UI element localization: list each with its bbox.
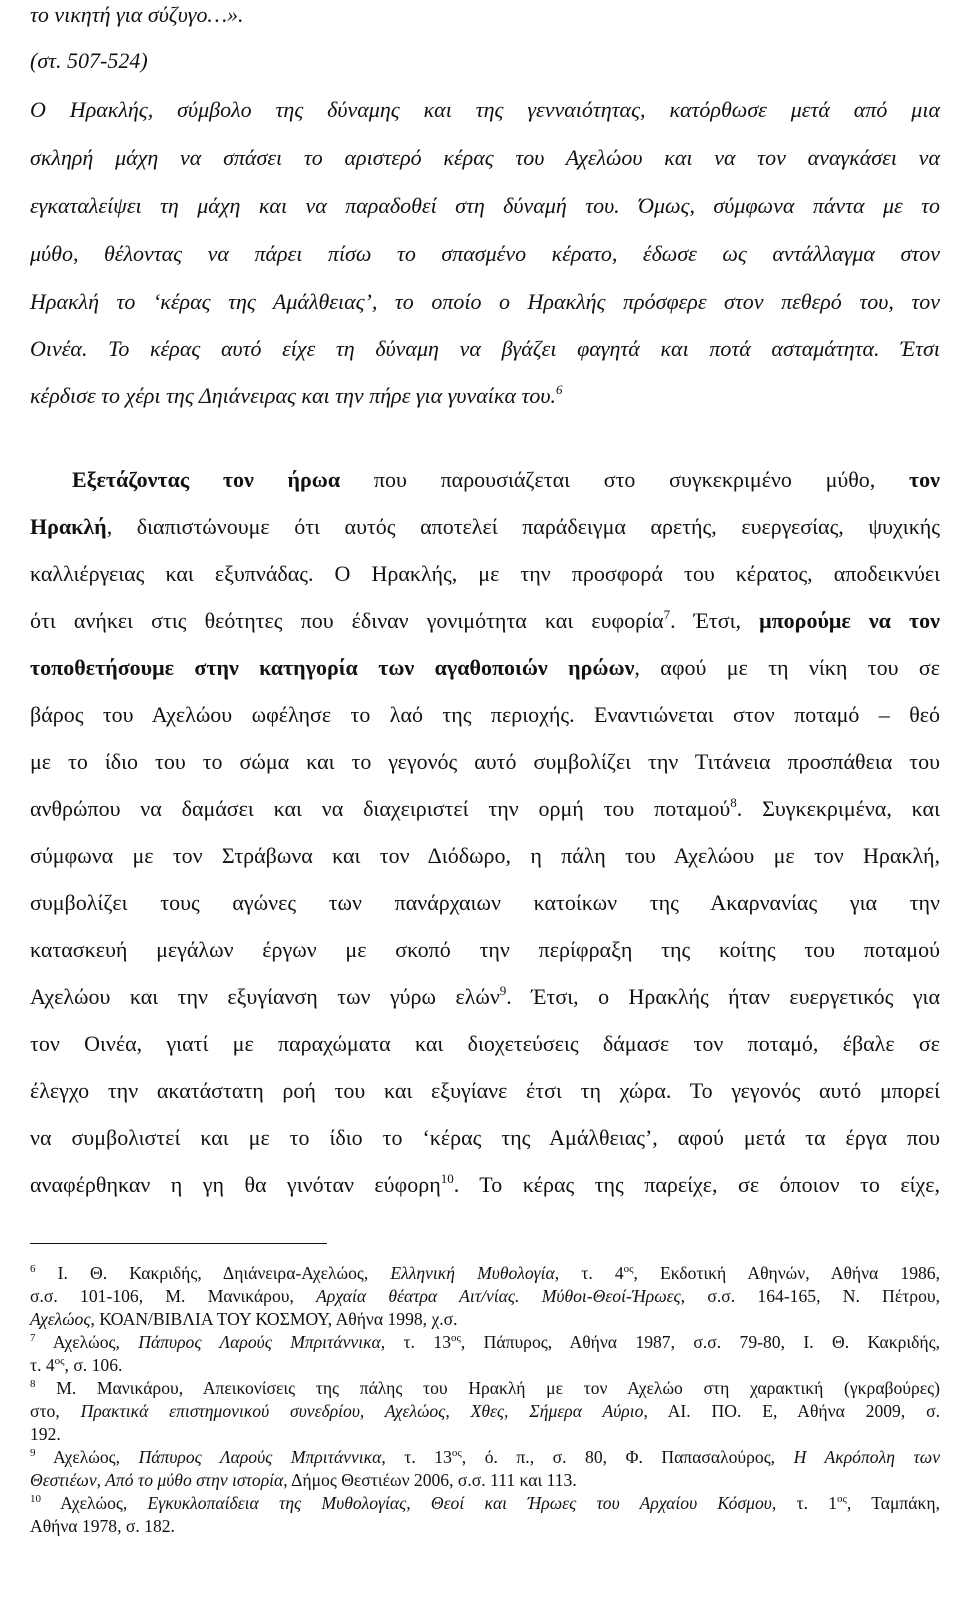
text-line: [30, 514, 940, 540]
text-span: . Το κέρας της παρείχε, σε όποιον το είχε,: [453, 1172, 940, 1197]
bold-span: μπορούμε να τον: [759, 608, 941, 633]
footnote-7: [30, 1331, 940, 1353]
superscript: ος: [54, 1355, 65, 1367]
italic-span: Αχελώος: [30, 1309, 91, 1329]
footnote-ref[interactable]: 10: [440, 1171, 454, 1186]
footnote-separator: [30, 1243, 327, 1244]
superscript: ος: [451, 1447, 462, 1459]
text-line: [30, 1031, 940, 1057]
footnote-10-line-2: [30, 1515, 940, 1537]
text-span: , Ταμπάκη,: [846, 1493, 940, 1513]
footnote-number: 8: [30, 1378, 36, 1390]
verse-reference: [30, 48, 940, 74]
text-span: να συμβολιστεί και με το ίδιο το ‘κέρας της Αμάλθειας’, αφού μετά τα έργα που: [30, 1125, 940, 1150]
footnote-number: 6: [30, 1263, 36, 1275]
text-span: Οινέα. Το κέρας αυτό είχε τη δύναμη να βγάζει φαγητά και ποτά ασταμάτητα. Έτσι: [30, 336, 940, 361]
italic-span: Ελληνική Μυθολογία: [390, 1263, 555, 1283]
text-span: εγκαταλείψει τη μάχη και να παραδοθεί στη δύναμή του. Όμως, σύμφωνα πάντα με το: [30, 193, 940, 218]
text-span: καλλιέργειας και εξυπνάδας. Ο Ηρακλής, με την προσφορά του κέρατος, αποδεικνύει: [30, 561, 940, 586]
footnote-6-line-3: [30, 1308, 940, 1330]
footnote-8-line-3: [30, 1423, 940, 1445]
bold-span: Ηρακλή: [30, 514, 107, 539]
text-span: Αχελώος,: [35, 1447, 139, 1467]
text-span: , διαπιστώνουμε ότι αυτός αποτελεί παράδειγμα αρετής, ευεργεσίας, ψυχικής: [106, 514, 940, 539]
text-span: Ο Ηρακλής, σύμβολο της δύναμης και της γενναιότητας, κατόρθωσε μετά από μια: [30, 97, 940, 122]
text-span: τον Οινέα, γιατί με παραχώματα και διοχετεύσεις δάμασε τον ποταμό, έβαλε σε: [30, 1031, 940, 1056]
text-line: [30, 702, 940, 728]
text-span: που παρουσιάζεται στο συγκεκριμένο μύθο,: [340, 467, 910, 492]
text-line: [30, 336, 940, 362]
text-span: κατασκευή μεγάλων έργων με σκοπό την περίφραξη της κοίτης του ποταμού: [30, 937, 940, 962]
text-line: [30, 2, 940, 28]
text-line: [30, 937, 940, 963]
text-span: . Έτσι,: [670, 608, 760, 633]
text-span: ότι ανήκει στις θεότητες που έδιναν γονιμότητα και ευφορία: [30, 608, 664, 633]
text-span: σ.σ. 101-106, Μ. Μανικάρου,: [30, 1286, 317, 1306]
text-line: [30, 1125, 940, 1151]
footnote-6: [30, 1262, 940, 1284]
text-span: βάρος του Αχελώου ωφέλησε το λαό της περιοχής. Εναντιώνεται στον ποταμό – θεό: [30, 702, 940, 727]
footnote-ref[interactable]: 6: [555, 382, 563, 397]
superscript: ος: [451, 1332, 461, 1344]
text-span: , ό. π., σ. 80, Φ. Παπασαλούρος,: [461, 1447, 794, 1467]
bold-span: τον: [909, 467, 940, 492]
text-span: Ηρακλή το ‘κέρας της Αμάλθειας’, το οποίο ο Ηρακλής πρόσφερε στον πεθερό του, τον: [30, 289, 940, 314]
footnote-7-line-2: [30, 1354, 940, 1376]
text-span: , σ. 106.: [64, 1355, 123, 1375]
italic-span: Εγκυκλοπαίδεια της Μυθολογίας, Θεοί και Ήρωες του Αρχαίου Κόσμου: [147, 1493, 772, 1513]
superscript: ος: [623, 1263, 634, 1275]
text-line: [30, 561, 940, 587]
text-span: , τ. 1: [771, 1493, 838, 1513]
text-span: έλεγχο την ακατάστατη ροή του και εξυγίανε έτσι τη χώρα. Το γεγονός αυτό μπορεί: [30, 1078, 940, 1103]
text-span: , Εκδοτική Αθηνών, Αθήνα 1986,: [633, 1263, 940, 1283]
text-line: [30, 241, 940, 267]
footnote-number: 10: [30, 1493, 41, 1505]
text-line: [30, 467, 940, 493]
text-span: , τ. 13: [381, 1447, 452, 1467]
text-span: κέρδισε το χέρι της Δηιάνειρας και την πήρε για γυναίκα του.: [30, 383, 556, 408]
text-line: [30, 984, 940, 1010]
footnote-ref[interactable]: 7: [663, 607, 671, 622]
text-span: Αχελώου και την εξυγίανση των γύρω ελών: [30, 984, 500, 1009]
text-span: , ΚΟΑΝ/ΒΙΒΛΙΑ ΤΟΥ ΚΟΣΜΟΥ, Αθήνα 1998, χ.σ.: [90, 1309, 458, 1329]
text-span: τ. 4: [30, 1355, 55, 1375]
text-line: [30, 890, 940, 916]
italic-span: Πρακτικά επιστημονικού συνεδρίου, Αχελώος, Χθες, Σήμερα Αύριο: [80, 1401, 644, 1421]
text-line: [30, 1172, 940, 1198]
text-span: σύμφωνα με τον Στράβωνα και τον Διόδωρο, η πάλη του Αχελώου με τον Ηρακλή,: [30, 843, 940, 868]
text-span: σκληρή μάχη να σπάσει το αριστερό κέρας του Αχελώου και να τον αναγκάσει να: [30, 145, 940, 170]
text-line: [30, 749, 940, 775]
italic-span: Πάπυρος Λαρούς Μπριτάννικα: [138, 1447, 382, 1467]
italic-span: Αρχαία θέατρα Αιτ/νίας. Μύθοι-Θεοί-Ήρωες: [316, 1286, 681, 1306]
footnote-ref[interactable]: 8: [730, 795, 737, 810]
text-span: μύθο, θέλοντας να πάρει πίσω το σπασμένο κέρατο, έδωσε ως αντάλλαγμα στον: [30, 241, 940, 266]
text-line: [30, 383, 940, 409]
footnote-10: [30, 1492, 940, 1514]
text-line: [30, 193, 940, 219]
footnote-9: [30, 1446, 940, 1468]
text-line: [30, 289, 940, 315]
text-span: , ΑΙ. ΠΟ. Ε, Αθήνα 2009, σ.: [643, 1401, 940, 1421]
footnote-6-line-2: [30, 1285, 940, 1307]
text-span: , τ. 13: [380, 1332, 451, 1352]
text-span: αναφέρθηκαν η γη θα γινόταν εύφορη: [30, 1172, 441, 1197]
text-span: . Έτσι, ο Ηρακλής ήταν ευεργετικός για: [506, 984, 940, 1009]
text-span: το νικητή για σύζυγο…».: [30, 2, 244, 27]
text-span: , αφού με τη νίκη του σε: [634, 655, 940, 680]
italic-span: Πάπυρος Λαρούς Μπριτάννικα: [138, 1332, 381, 1352]
text-line: [30, 97, 940, 123]
superscript: ος: [837, 1493, 847, 1505]
bold-span: τοποθετήσουμε στην κατηγορία των αγαθοποιών ηρώων: [30, 655, 635, 680]
text-span: (στ. 507-524): [30, 48, 148, 73]
text-span: Αχελώος,: [35, 1332, 139, 1352]
text-span: ανθρώπου να δαμάσει και να διαχειριστεί την ορμή του ποταμού: [30, 796, 731, 821]
footnote-number: 9: [30, 1447, 36, 1459]
footnote-ref[interactable]: 9: [499, 983, 507, 998]
text-span: συμβολίζει τους αγώνες των πανάρχαιων κατοίκων της Ακαρνανίας για την: [30, 890, 940, 915]
text-span: Αθήνα 1978, σ. 182.: [30, 1516, 175, 1536]
text-line: [30, 145, 940, 171]
italic-span: Η Ακρόπολη των: [793, 1447, 941, 1467]
text-span: Αχελώος,: [41, 1493, 148, 1513]
text-span: , τ. 4: [554, 1263, 624, 1283]
text-line: [30, 796, 940, 822]
text-span: . Συγκεκριμένα, και: [736, 796, 940, 821]
text-span: στο,: [30, 1401, 81, 1421]
text-line: [30, 1078, 940, 1104]
text-span: Μ. Μανικάρου, Απεικονίσεις της πάλης του Ηρακλή με τον Αχελώο στη χαρακτική (γκραβούρες): [35, 1378, 940, 1398]
text-line: [30, 843, 940, 869]
text-span: Ι. Θ. Κακριδής, Δηιάνειρα-Αχελώος,: [35, 1263, 391, 1283]
text-span: , Δήμος Θεστιέων 2006, σ.σ. 111 και 113.: [283, 1470, 577, 1490]
text-span: με το ίδιο του το σώμα και το γεγονός αυτό συμβολίζει την Τιτάνεια προσπάθεια του: [30, 749, 940, 774]
text-span: , σ.σ. 164-165, Ν. Πέτρου,: [680, 1286, 940, 1306]
footnote-number: 7: [30, 1332, 36, 1344]
text-line: [30, 608, 940, 634]
text-line: [30, 655, 940, 681]
italic-span: Θεστιέων, Από το μύθο στην ιστορία: [30, 1470, 284, 1490]
text-span: , Πάπυρος, Αθήνα 1987, σ.σ. 79-80, Ι. Θ. Κακριδής,: [460, 1332, 940, 1352]
footnote-9-line-2: [30, 1469, 940, 1491]
bold-span: Εξετάζοντας τον ήρωα: [72, 467, 341, 492]
footnote-8-line-2: [30, 1400, 940, 1422]
text-span: 192.: [30, 1424, 61, 1444]
footnote-8: [30, 1377, 940, 1399]
